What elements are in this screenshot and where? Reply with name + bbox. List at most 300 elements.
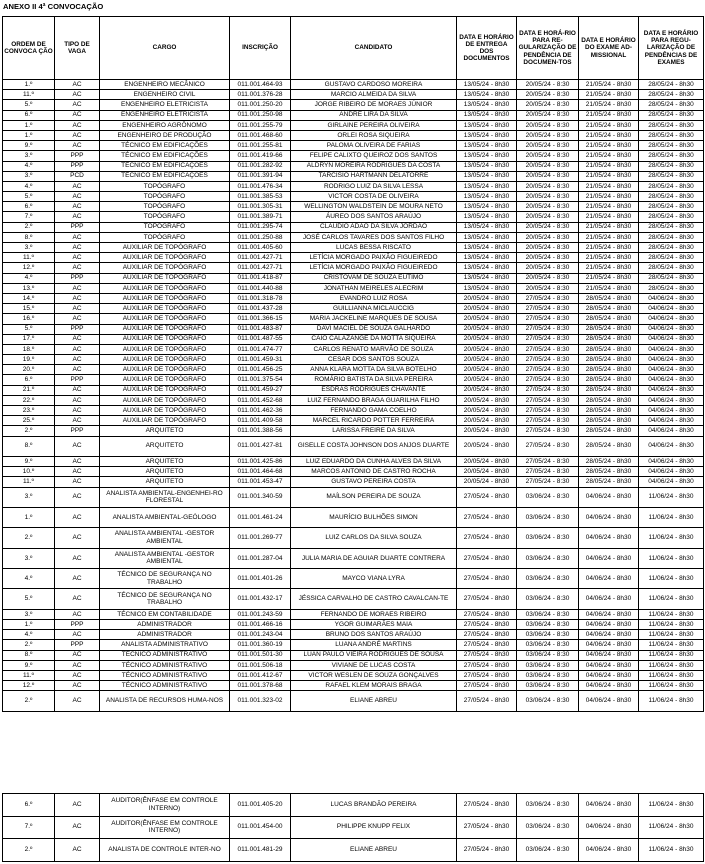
entrega-cell: 20/05/24 - 8h30 bbox=[457, 406, 517, 416]
candidato-cell: ORLEI ROSA SIQUEIRA bbox=[291, 130, 457, 140]
table-row bbox=[3, 620, 704, 630]
regularizacao-exame-cell: 04/06/24 - 8h30 bbox=[639, 385, 704, 395]
cargo-cell: ANALISTA AMBIENTAL -GESTOR AMBIENTAL bbox=[100, 528, 230, 548]
exame-cell: 04/06/24 - 8h30 bbox=[579, 507, 639, 527]
inscricao-cell: 011.001.456-25 bbox=[230, 365, 291, 375]
entrega-cell: 27/05/24 - 8h30 bbox=[457, 507, 517, 527]
inscricao-cell: 011.001.418-87 bbox=[230, 273, 291, 283]
table-row bbox=[3, 816, 704, 839]
regularizacao-doc-cell: 03/06/24 - 8:30 bbox=[517, 620, 579, 630]
candidato-cell: LUAN PAULO VIEIRA RODRIGUES DE SOUSA bbox=[291, 650, 457, 660]
regularizacao-doc-cell: 27/05/24 - 8:30 bbox=[517, 385, 579, 395]
regularizacao-exame-cell: 11/06/24 - 8h30 bbox=[639, 650, 704, 660]
ordem-cell: 5.º bbox=[3, 589, 55, 609]
regularizacao-doc-cell: 27/05/24 - 8:30 bbox=[517, 334, 579, 344]
cargo-cell: AUXILIAR DE TOPÓGRAFO bbox=[100, 406, 230, 416]
table-row bbox=[3, 681, 704, 691]
cargo-cell: ARQUITETO bbox=[100, 436, 230, 456]
regularizacao-exame-cell: 28/05/24 - 8h30 bbox=[639, 110, 704, 120]
ordem-cell: 10.º bbox=[3, 467, 55, 477]
entrega-cell: 13/05/24 - 8h30 bbox=[457, 130, 517, 140]
regularizacao-exame-cell: 11/06/24 - 8h30 bbox=[639, 816, 704, 839]
regularizacao-exame-cell: 04/06/24 - 8h30 bbox=[639, 314, 704, 324]
cargo-cell: AUXILIAR DE TOPÓGRAFO bbox=[100, 375, 230, 385]
cargo-cell: TÉCNICO DE SEGURANÇA NO TRABALHO bbox=[100, 589, 230, 609]
exame-cell: 28/05/24 - 8h30 bbox=[579, 293, 639, 303]
regularizacao-exame-cell: 28/05/24 - 8h30 bbox=[639, 253, 704, 263]
tipo-vaga-cell: AC bbox=[55, 528, 100, 548]
inscricao-cell: 011.001.243-04 bbox=[230, 630, 291, 640]
inscricao-cell: 011.001.487-55 bbox=[230, 334, 291, 344]
cargo-cell: TÉCNICO EM EDIFICAÇÕES bbox=[100, 171, 230, 181]
regularizacao-doc-cell: 27/05/24 - 8:30 bbox=[517, 293, 579, 303]
table-row bbox=[3, 507, 704, 527]
entrega-cell: 20/05/24 - 8h30 bbox=[457, 456, 517, 466]
ordem-cell: 1.º bbox=[3, 620, 55, 630]
header-regularizacao-documentos: DATA E HORÁ-RIO PARA RE-GULARIZAÇÃO DE PENDÊNCIA DE DOCUMEN-TOS bbox=[517, 17, 579, 80]
tipo-vaga-cell: AC bbox=[55, 304, 100, 314]
candidato-cell: MAÍLSON PEREIRA DE SOUZA bbox=[291, 487, 457, 507]
ordem-cell: 15.º bbox=[3, 304, 55, 314]
regularizacao-doc-cell: 20/05/24 - 8:30 bbox=[517, 253, 579, 263]
candidato-cell: MARCOS ANTONIO DE CASTRO ROCHA bbox=[291, 467, 457, 477]
exame-cell: 21/05/24 - 8h30 bbox=[579, 130, 639, 140]
exame-cell: 21/05/24 - 8h30 bbox=[579, 171, 639, 181]
ordem-cell: 4.º bbox=[3, 161, 55, 171]
header-entrega-documentos: DATA E HORÁRIO DE ENTREGA DOS DOCUMENTOS bbox=[457, 17, 517, 80]
exame-cell: 28/05/24 - 8h30 bbox=[579, 406, 639, 416]
tipo-vaga-cell: PPP bbox=[55, 640, 100, 650]
tipo-vaga-cell: AC bbox=[55, 80, 100, 90]
regularizacao-doc-cell: 20/05/24 - 8:30 bbox=[517, 90, 579, 100]
ordem-cell: 4.º bbox=[3, 181, 55, 191]
ordem-cell: 2.º bbox=[3, 839, 55, 862]
cargo-cell: ENGENHEIRO MECÂNICO bbox=[100, 80, 230, 90]
exame-cell: 21/05/24 - 8h30 bbox=[579, 222, 639, 232]
cargo-cell: AUXILIAR DE TOPÓGRAFO bbox=[100, 344, 230, 354]
table-row bbox=[3, 650, 704, 660]
regularizacao-doc-cell: 20/05/24 - 8:30 bbox=[517, 192, 579, 202]
regularizacao-doc-cell: 27/05/24 - 8:30 bbox=[517, 324, 579, 334]
candidato-cell: YGOR GUIMARÃES MAIA bbox=[291, 620, 457, 630]
ordem-cell: 8.º bbox=[3, 232, 55, 242]
cargo-cell: AUXILIAR DE TOPÓGRAFO bbox=[100, 304, 230, 314]
table-row bbox=[3, 589, 704, 609]
regularizacao-exame-cell: 04/06/24 - 8h30 bbox=[639, 365, 704, 375]
table-row bbox=[3, 273, 704, 283]
regularizacao-doc-cell: 20/05/24 - 8:30 bbox=[517, 141, 579, 151]
regularizacao-doc-cell: 27/05/24 - 8:30 bbox=[517, 395, 579, 405]
inscricao-cell: 011.001.459-27 bbox=[230, 385, 291, 395]
ordem-cell: 2.º bbox=[3, 691, 55, 711]
regularizacao-doc-cell: 20/05/24 - 8:30 bbox=[517, 181, 579, 191]
entrega-cell: 13/05/24 - 8h30 bbox=[457, 161, 517, 171]
table-row bbox=[3, 202, 704, 212]
table-row bbox=[3, 80, 704, 90]
regularizacao-doc-cell: 27/05/24 - 8:30 bbox=[517, 355, 579, 365]
entrega-cell: 20/05/24 - 8h30 bbox=[457, 436, 517, 456]
table-row bbox=[3, 416, 704, 426]
inscricao-cell: 011.001.305-31 bbox=[230, 202, 291, 212]
table-row bbox=[3, 100, 704, 110]
ordem-cell: 9.º bbox=[3, 456, 55, 466]
cargo-cell: ADMINISTRADOR bbox=[100, 630, 230, 640]
entrega-cell: 20/05/24 - 8h30 bbox=[457, 344, 517, 354]
regularizacao-doc-cell: 20/05/24 - 8:30 bbox=[517, 161, 579, 171]
exame-cell: 28/05/24 - 8h30 bbox=[579, 385, 639, 395]
ordem-cell: 8.º bbox=[3, 436, 55, 456]
ordem-cell: 25.º bbox=[3, 416, 55, 426]
table-row bbox=[3, 141, 704, 151]
regularizacao-doc-cell: 20/05/24 - 8:30 bbox=[517, 151, 579, 161]
entrega-cell: 13/05/24 - 8h30 bbox=[457, 232, 517, 242]
table-row bbox=[3, 161, 704, 171]
regularizacao-exame-cell: 28/05/24 - 8h30 bbox=[639, 181, 704, 191]
entrega-cell: 20/05/24 - 8h30 bbox=[457, 304, 517, 314]
candidato-cell: ESDRAS RODRIGUES CHAVANTE bbox=[291, 385, 457, 395]
tipo-vaga-cell: AC bbox=[55, 816, 100, 839]
candidato-cell: ELIANE ABREU bbox=[291, 691, 457, 711]
inscricao-cell: 011.001.481-29 bbox=[230, 839, 291, 862]
candidato-cell: ROMÁRIO BATISTA DA SILVA PEREIRA bbox=[291, 375, 457, 385]
header-tipo-vaga: TIPO DE VAGA bbox=[55, 17, 100, 80]
table-row bbox=[3, 691, 704, 711]
inscricao-cell: 011.001.437-28 bbox=[230, 304, 291, 314]
table-row bbox=[3, 151, 704, 161]
entrega-cell: 27/05/24 - 8h30 bbox=[457, 650, 517, 660]
candidato-cell: LUIZ CARLOS DA SILVA SOUZA bbox=[291, 528, 457, 548]
regularizacao-doc-cell: 20/05/24 - 8:30 bbox=[517, 273, 579, 283]
inscricao-cell: 011.001.454-00 bbox=[230, 816, 291, 839]
inscricao-cell: 011.001.459-31 bbox=[230, 355, 291, 365]
table-row bbox=[3, 232, 704, 242]
regularizacao-exame-cell: 04/06/24 - 8h30 bbox=[639, 456, 704, 466]
inscricao-cell: 011.001.391-94 bbox=[230, 171, 291, 181]
cargo-cell: ARQUITETO bbox=[100, 477, 230, 487]
regularizacao-doc-cell: 20/05/24 - 8:30 bbox=[517, 243, 579, 253]
tipo-vaga-cell: AC bbox=[55, 477, 100, 487]
inscricao-cell: 011.001.501-30 bbox=[230, 650, 291, 660]
regularizacao-exame-cell: 28/05/24 - 8h30 bbox=[639, 192, 704, 202]
candidato-cell: DAVI MACIEL DE SOUZA GALHARDO bbox=[291, 324, 457, 334]
entrega-cell: 13/05/24 - 8h30 bbox=[457, 222, 517, 232]
entrega-cell: 27/05/24 - 8h30 bbox=[457, 670, 517, 680]
cargo-cell: TOPÓGRAFO bbox=[100, 202, 230, 212]
cargo-cell: TÉCNICO ADMINISTRATIVO bbox=[100, 681, 230, 691]
regularizacao-exame-cell: 28/05/24 - 8h30 bbox=[639, 90, 704, 100]
tipo-vaga-cell: AC bbox=[55, 670, 100, 680]
cargo-cell: AUXILIAR DE TOPÓGRAFO bbox=[100, 293, 230, 303]
exame-cell: 04/06/24 - 8h30 bbox=[579, 569, 639, 589]
exame-cell: 21/05/24 - 8h30 bbox=[579, 202, 639, 212]
cargo-cell: ANALISTA DE RECURSOS HUMA-NOS bbox=[100, 691, 230, 711]
cargo-cell: ANALISTA AMBIENTAL-ENGENHEI-RO FLORESTAL bbox=[100, 487, 230, 507]
regularizacao-doc-cell: 27/05/24 - 8:30 bbox=[517, 314, 579, 324]
convocation-table bbox=[2, 16, 704, 712]
ordem-cell: 19.º bbox=[3, 355, 55, 365]
entrega-cell: 13/05/24 - 8h30 bbox=[457, 273, 517, 283]
tipo-vaga-cell: AC bbox=[55, 436, 100, 456]
cargo-cell: AUXILIAR DE TOPÓGRAFO bbox=[100, 385, 230, 395]
inscricao-cell: 011.001.453-47 bbox=[230, 477, 291, 487]
inscricao-cell: 011.001.427-71 bbox=[230, 253, 291, 263]
candidato-cell: BRUNO DOS SANTOS ARAÚJO bbox=[291, 630, 457, 640]
exame-cell: 28/05/24 - 8h30 bbox=[579, 334, 639, 344]
candidato-cell: WELLINGTON WALDSTEIN DE MOURA NETO bbox=[291, 202, 457, 212]
tipo-vaga-cell: AC bbox=[55, 202, 100, 212]
cargo-cell: AUXILIAR DE TOPÓGRAFO bbox=[100, 253, 230, 263]
tipo-vaga-cell: AC bbox=[55, 293, 100, 303]
regularizacao-exame-cell: 11/06/24 - 8h30 bbox=[639, 569, 704, 589]
entrega-cell: 20/05/24 - 8h30 bbox=[457, 467, 517, 477]
candidato-cell: LUANA ANDRÉ MARTINS bbox=[291, 640, 457, 650]
table-row bbox=[3, 355, 704, 365]
table-row bbox=[3, 192, 704, 202]
table-row bbox=[3, 426, 704, 436]
exame-cell: 21/05/24 - 8h30 bbox=[579, 232, 639, 242]
inscricao-cell: 011.001.464-93 bbox=[230, 80, 291, 90]
candidato-cell: ANNA KLARA MOTTA DA SILVA BOTELHO bbox=[291, 365, 457, 375]
candidato-cell: PHILIPPE KNUPP FELIX bbox=[291, 816, 457, 839]
ordem-cell: 3.º bbox=[3, 609, 55, 619]
inscricao-cell: 011.001.250-20 bbox=[230, 100, 291, 110]
inscricao-cell: 011.001.255-81 bbox=[230, 141, 291, 151]
cargo-cell: AUXILIAR DE TOPÓGRAFO bbox=[100, 416, 230, 426]
candidato-cell: LUIZ FERNANDO BRAGA GUARILHA FILHO bbox=[291, 395, 457, 405]
entrega-cell: 13/05/24 - 8h30 bbox=[457, 243, 517, 253]
inscricao-cell: 011.001.466-16 bbox=[230, 620, 291, 630]
cargo-cell: AUXILIAR DE TOPÓGRAFO bbox=[100, 324, 230, 334]
inscricao-cell: 011.001.255-79 bbox=[230, 120, 291, 130]
exame-cell: 28/05/24 - 8h30 bbox=[579, 467, 639, 477]
regularizacao-exame-cell: 04/06/24 - 8h30 bbox=[639, 477, 704, 487]
exame-cell: 21/05/24 - 8h30 bbox=[579, 192, 639, 202]
entrega-cell: 20/05/24 - 8h30 bbox=[457, 426, 517, 436]
candidato-cell: CESAR DOS SANTOS SOUZA bbox=[291, 355, 457, 365]
cargo-cell: TÉCNICO EM CONTABILIDADE bbox=[100, 609, 230, 619]
candidato-cell: JOSÉ CARLOS TAVARES DOS SANTOS FILHO bbox=[291, 232, 457, 242]
regularizacao-exame-cell: 28/05/24 - 8h30 bbox=[639, 141, 704, 151]
ordem-cell: 13.º bbox=[3, 283, 55, 293]
table-row bbox=[3, 456, 704, 466]
cargo-cell: ANALISTA DE CONTROLE INTER-NO bbox=[100, 839, 230, 862]
regularizacao-exame-cell: 11/06/24 - 8h30 bbox=[639, 691, 704, 711]
exame-cell: 04/06/24 - 8h30 bbox=[579, 548, 639, 568]
candidato-cell: LUCAS BRANDÃO PEREIRA bbox=[291, 794, 457, 817]
regularizacao-exame-cell: 04/06/24 - 8h30 bbox=[639, 436, 704, 456]
candidato-cell: MAYCO VIANA LYRA bbox=[291, 569, 457, 589]
candidato-cell: GUSTAVO PEREIRA COSTA bbox=[291, 477, 457, 487]
cargo-cell: AUXILIAR DE TOPÓGRAFO bbox=[100, 365, 230, 375]
table-row bbox=[3, 243, 704, 253]
cargo-cell: TOPÓGRAFO bbox=[100, 232, 230, 242]
exame-cell: 28/05/24 - 8h30 bbox=[579, 395, 639, 405]
ordem-cell: 6.º bbox=[3, 794, 55, 817]
cargo-cell: AUDITOR(ÊNFASE EM CONTROLE INTERNO) bbox=[100, 816, 230, 839]
inscricao-cell: 011.001.405-20 bbox=[230, 794, 291, 817]
tipo-vaga-cell: AC bbox=[55, 385, 100, 395]
regularizacao-exame-cell: 28/05/24 - 8h30 bbox=[639, 232, 704, 242]
regularizacao-doc-cell: 27/05/24 - 8:30 bbox=[517, 436, 579, 456]
regularizacao-doc-cell: 20/05/24 - 8:30 bbox=[517, 212, 579, 222]
regularizacao-exame-cell: 04/06/24 - 8h30 bbox=[639, 334, 704, 344]
tipo-vaga-cell: PPP bbox=[55, 222, 100, 232]
cargo-cell: TOPÓGRAFO bbox=[100, 212, 230, 222]
cargo-cell: TOPÓGRAFO bbox=[100, 192, 230, 202]
ordem-cell: 4.º bbox=[3, 273, 55, 283]
ordem-cell: 9.º bbox=[3, 141, 55, 151]
tipo-vaga-cell: AC bbox=[55, 589, 100, 609]
entrega-cell: 13/05/24 - 8h30 bbox=[457, 120, 517, 130]
regularizacao-doc-cell: 03/06/24 - 8:30 bbox=[517, 650, 579, 660]
inscricao-cell: 011.001.425-86 bbox=[230, 456, 291, 466]
regularizacao-doc-cell: 03/06/24 - 8:30 bbox=[517, 589, 579, 609]
tipo-vaga-cell: PPP bbox=[55, 161, 100, 171]
regularizacao-doc-cell: 03/06/24 - 8:30 bbox=[517, 548, 579, 568]
tipo-vaga-cell: AC bbox=[55, 181, 100, 191]
inscricao-cell: 011.001.405-60 bbox=[230, 243, 291, 253]
exame-cell: 04/06/24 - 8h30 bbox=[579, 816, 639, 839]
candidato-cell: VICTOR COSTA DE OLIVEIRA bbox=[291, 192, 457, 202]
regularizacao-exame-cell: 04/06/24 - 8h30 bbox=[639, 395, 704, 405]
regularizacao-doc-cell: 27/05/24 - 8:30 bbox=[517, 477, 579, 487]
inscricao-cell: 011.001.318-78 bbox=[230, 293, 291, 303]
cargo-cell: ANALISTA AMBIENTAL-GEÓLOGO bbox=[100, 507, 230, 527]
cargo-cell: AUXILIAR DE TOPÓGRAFO bbox=[100, 243, 230, 253]
tipo-vaga-cell: AC bbox=[55, 839, 100, 862]
tipo-vaga-cell: AC bbox=[55, 120, 100, 130]
inscricao-cell: 011.001.461-24 bbox=[230, 507, 291, 527]
regularizacao-doc-cell: 03/06/24 - 8:30 bbox=[517, 487, 579, 507]
header-regularizacao-exames: DATA E HORÁRIO PARA REGU-LARIZAÇÃO DE PENDÊNCIAS DE EXAMES bbox=[639, 17, 704, 80]
entrega-cell: 20/05/24 - 8h30 bbox=[457, 477, 517, 487]
regularizacao-exame-cell: 28/05/24 - 8h30 bbox=[639, 100, 704, 110]
auditor-table-body bbox=[3, 794, 704, 862]
regularizacao-exame-cell: 11/06/24 - 8h30 bbox=[639, 620, 704, 630]
ordem-cell: 14.º bbox=[3, 293, 55, 303]
exame-cell: 04/06/24 - 8h30 bbox=[579, 670, 639, 680]
exame-cell: 28/05/24 - 8h30 bbox=[579, 314, 639, 324]
header-inscricao: INSCRIÇÃO bbox=[230, 17, 291, 80]
entrega-cell: 13/05/24 - 8h30 bbox=[457, 90, 517, 100]
inscricao-cell: 011.001.282-92 bbox=[230, 161, 291, 171]
regularizacao-doc-cell: 03/06/24 - 8:30 bbox=[517, 660, 579, 670]
regularizacao-doc-cell: 20/05/24 - 8:30 bbox=[517, 100, 579, 110]
table-row bbox=[3, 130, 704, 140]
entrega-cell: 20/05/24 - 8h30 bbox=[457, 416, 517, 426]
cargo-cell: TOPÓGRAFO bbox=[100, 222, 230, 232]
candidato-cell: GUSTAVO CARDOSO MOREIRA bbox=[291, 80, 457, 90]
ordem-cell: 11.º bbox=[3, 477, 55, 487]
tipo-vaga-cell: AC bbox=[55, 110, 100, 120]
table-row bbox=[3, 324, 704, 334]
tipo-vaga-cell: PCD bbox=[55, 171, 100, 181]
inscricao-cell: 011.001.360-19 bbox=[230, 640, 291, 650]
tipo-vaga-cell: AC bbox=[55, 232, 100, 242]
candidato-cell: LUCAS BESSA RISCATO bbox=[291, 243, 457, 253]
table-row bbox=[3, 222, 704, 232]
exame-cell: 04/06/24 - 8h30 bbox=[579, 660, 639, 670]
tipo-vaga-cell: AC bbox=[55, 100, 100, 110]
regularizacao-doc-cell: 03/06/24 - 8:30 bbox=[517, 691, 579, 711]
entrega-cell: 20/05/24 - 8h30 bbox=[457, 334, 517, 344]
inscricao-cell: 011.001.474-77 bbox=[230, 344, 291, 354]
ordem-cell: 3.º bbox=[3, 487, 55, 507]
inscricao-cell: 011.001.427-81 bbox=[230, 436, 291, 456]
candidato-cell: JÉSSICA CARVALHO DE CASTRO CAVALCAN-TE bbox=[291, 589, 457, 609]
exame-cell: 04/06/24 - 8h30 bbox=[579, 620, 639, 630]
regularizacao-exame-cell: 11/06/24 - 8h30 bbox=[639, 660, 704, 670]
table-body bbox=[3, 80, 704, 712]
entrega-cell: 13/05/24 - 8h30 bbox=[457, 171, 517, 181]
inscricao-cell: 011.001.452-68 bbox=[230, 395, 291, 405]
ordem-cell: 2.º bbox=[3, 222, 55, 232]
regularizacao-doc-cell: 27/05/24 - 8:30 bbox=[517, 365, 579, 375]
tipo-vaga-cell: AC bbox=[55, 334, 100, 344]
ordem-cell: 1.º bbox=[3, 120, 55, 130]
inscricao-cell: 011.001.476-34 bbox=[230, 181, 291, 191]
regularizacao-doc-cell: 20/05/24 - 8:30 bbox=[517, 110, 579, 120]
candidato-cell: PALOMA OLIVEIRA DE FARIAS bbox=[291, 141, 457, 151]
ordem-cell: 18.º bbox=[3, 344, 55, 354]
regularizacao-doc-cell: 03/06/24 - 8:30 bbox=[517, 630, 579, 640]
entrega-cell: 13/05/24 - 8h30 bbox=[457, 141, 517, 151]
candidato-cell: GISELLE COSTA JOHNSON DOS ANJOS DUARTE bbox=[291, 436, 457, 456]
table-row bbox=[3, 253, 704, 263]
inscricao-cell: 011.001.250-98 bbox=[230, 110, 291, 120]
candidato-cell: ALDRYN MOREIRA RODRIGUES DA COSTA bbox=[291, 161, 457, 171]
tipo-vaga-cell: AC bbox=[55, 691, 100, 711]
candidato-cell: FERNANDO GAMA COELHO bbox=[291, 406, 457, 416]
table-row bbox=[3, 171, 704, 181]
tipo-vaga-cell: AC bbox=[55, 344, 100, 354]
candidato-cell: ANDRE LIRA DA SILVA bbox=[291, 110, 457, 120]
inscricao-cell: 011.001.388-56 bbox=[230, 426, 291, 436]
regularizacao-exame-cell: 04/06/24 - 8h30 bbox=[639, 304, 704, 314]
cargo-cell: AUXILIAR DE TOPÓGRAFO bbox=[100, 314, 230, 324]
exame-cell: 04/06/24 - 8h30 bbox=[579, 794, 639, 817]
cargo-cell: TÉCNICO ADMINISTRATIVO bbox=[100, 650, 230, 660]
tipo-vaga-cell: PPP bbox=[55, 375, 100, 385]
tipo-vaga-cell: AC bbox=[55, 416, 100, 426]
table-row bbox=[3, 304, 704, 314]
regularizacao-doc-cell: 20/05/24 - 8:30 bbox=[517, 120, 579, 130]
regularizacao-exame-cell: 11/06/24 - 8h30 bbox=[639, 670, 704, 680]
regularizacao-exame-cell: 04/06/24 - 8h30 bbox=[639, 375, 704, 385]
exame-cell: 04/06/24 - 8h30 bbox=[579, 589, 639, 609]
cargo-cell: AUXILIAR DE TOPÓGRAFO bbox=[100, 355, 230, 365]
entrega-cell: 13/05/24 - 8h30 bbox=[457, 253, 517, 263]
cargo-cell: AUXILIAR DE TOPÓGRAFO bbox=[100, 395, 230, 405]
cargo-cell: AUXILIAR DE TOPÓGRAFO bbox=[100, 334, 230, 344]
entrega-cell: 20/05/24 - 8h30 bbox=[457, 375, 517, 385]
ordem-cell: 5.º bbox=[3, 324, 55, 334]
candidato-cell: ÁUREO DOS SANTOS ARAÚJO bbox=[291, 212, 457, 222]
exame-cell: 04/06/24 - 8h30 bbox=[579, 650, 639, 660]
table-row bbox=[3, 110, 704, 120]
table-row bbox=[3, 375, 704, 385]
regularizacao-exame-cell: 04/06/24 - 8h30 bbox=[639, 293, 704, 303]
tipo-vaga-cell: AC bbox=[55, 794, 100, 817]
candidato-cell: LETÍCIA MORGADO PAIXÃO FIGUEIREDO bbox=[291, 263, 457, 273]
candidato-cell: VICTOR WESLEN DE SOUZA GONÇALVES bbox=[291, 670, 457, 680]
tipo-vaga-cell: AC bbox=[55, 314, 100, 324]
exame-cell: 04/06/24 - 8h30 bbox=[579, 609, 639, 619]
regularizacao-exame-cell: 11/06/24 - 8h30 bbox=[639, 548, 704, 568]
table-row bbox=[3, 314, 704, 324]
exame-cell: 28/05/24 - 8h30 bbox=[579, 344, 639, 354]
ordem-cell: 12.º bbox=[3, 263, 55, 273]
